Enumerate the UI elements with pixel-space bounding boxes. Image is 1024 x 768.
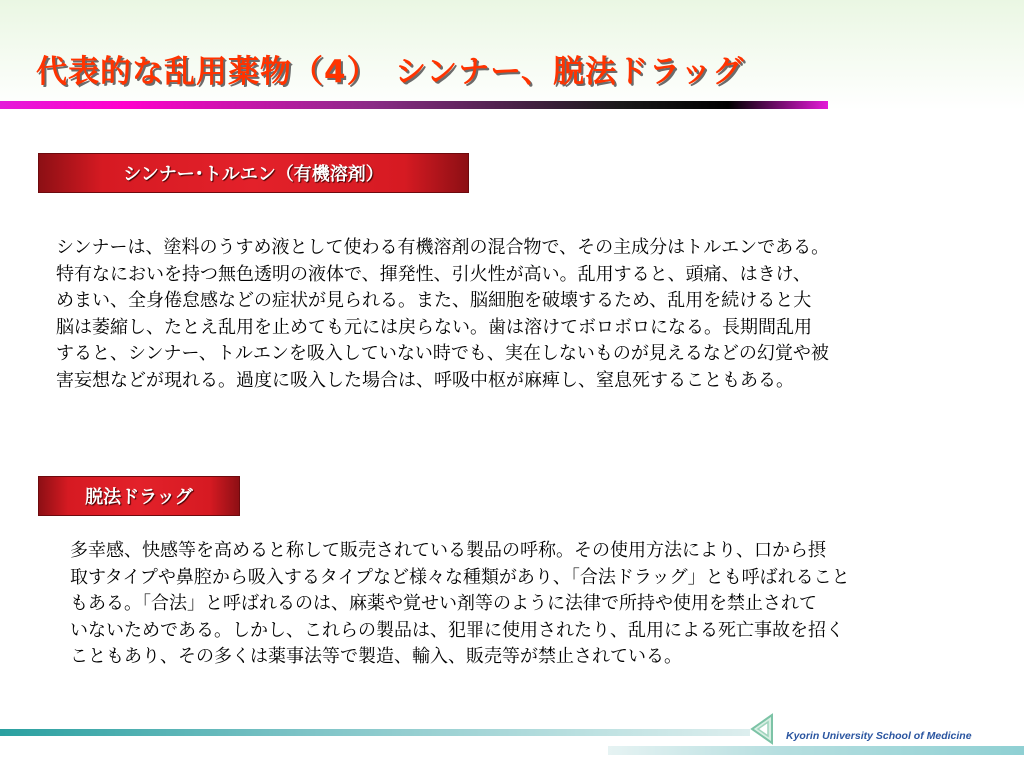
section-heading-thinner: シンナー･トルエン（有機溶剤）: [38, 153, 469, 193]
footer-credit: Kyorin University School of Medicine: [786, 730, 972, 742]
paragraph-line: 害妄想などが現れる。過度に吸入した場合は、呼吸中枢が麻痺し、窒息死することもある。: [56, 369, 794, 391]
paragraph-line: シンナーは、塗料のうすめ液として使わる有機溶剤の混合物で、その主成分はトルエンである。: [56, 237, 830, 258]
paragraph-line: めまい、全身倦怠感などの症状が見られる。また、脳細胞を破壊するため、乱用を続けると大: [56, 290, 812, 312]
paragraph-line: すると、シンナー、トルエンを吸入していない時でも、実在しないものが見えるなどの幻覚や被: [56, 343, 829, 365]
paragraph-line: 特有なにおいを持つ無色透明の液体で、揮発性、引火性が高い。乱用すると、頭痛、はきけ、: [56, 263, 811, 285]
slide-title: 代表的な乱用薬物（4） シンナー、脱法ドラッグ: [36, 54, 745, 90]
footer-stripe: [608, 746, 1024, 755]
footer-stripe: [0, 729, 750, 736]
paragraph-line: いないためである。しかし、これらの製品は、犯罪に使用されたり、乱用による死亡事故を招く: [70, 619, 844, 641]
paragraph-quasi-legal-drugs: [70, 538, 960, 671]
paragraph-line: 取すタイプや鼻腔から吸入するタイプなど様々な種類があり、「合法ドラッグ」とも呼ばれること: [70, 566, 850, 588]
kyorin-leaf-logo-icon: [746, 711, 782, 747]
paragraph-line: 多幸感、快感等を高めると称して販売されている製品の呼称。その使用方法により、口から摂: [70, 540, 826, 561]
paragraph-line: もある。「合法」と呼ばれるのは、麻薬や覚せい剤等のように法律で所持や使用を禁止されて: [70, 593, 817, 615]
paragraph-line: 脳は萎縮し、たとえ乱用を止めても元には戻らない。歯は溶けてボロボロになる。長期間乱用: [56, 316, 812, 338]
title-underline: [0, 101, 828, 109]
paragraph-line: こともあり、その多くは薬事法等で製造、輸入、販売等が禁止されている。: [70, 646, 682, 668]
paragraph-thinner: [56, 235, 962, 395]
section-heading-quasi-legal-drugs: 脱法ドラッグ: [38, 476, 240, 516]
